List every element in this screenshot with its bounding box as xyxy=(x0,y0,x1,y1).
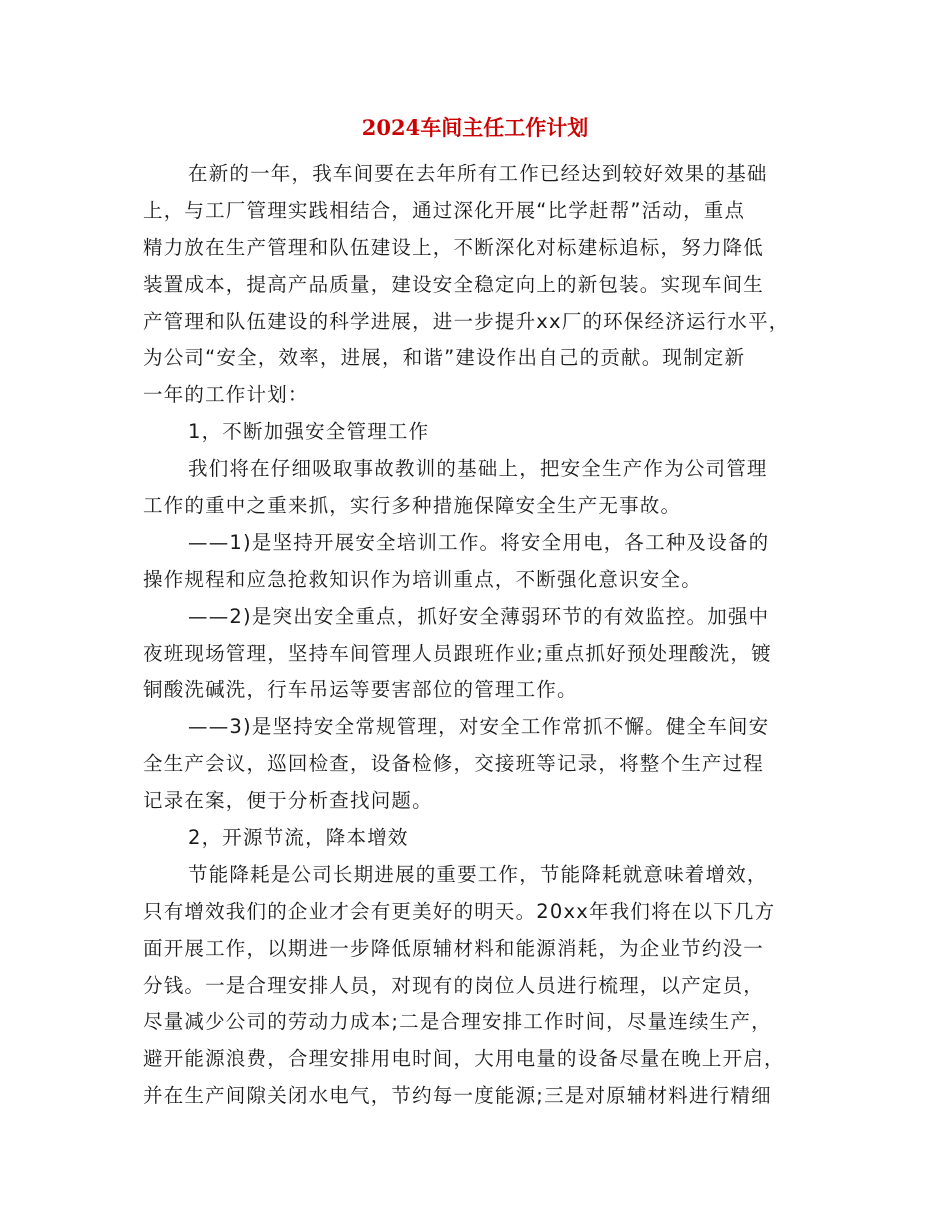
document-body xyxy=(143,156,808,1115)
text-line: 铜酸洗碱洗，行车吊运等要害部位的管理工作。 xyxy=(143,678,578,702)
text-line: 上，与工厂管理实践相结合，通过深化开展“比学赶帮”活动，重点 xyxy=(143,198,746,222)
text-line: 避开能源浪费，合理安排用电时间，大用电量的设备尽量在晚上开启， xyxy=(143,1047,785,1071)
text-line: 工作的重中之重来抓，实行多种措施保障安全生产无事故。 xyxy=(143,494,682,518)
text-line: 分钱。一是合理安排人员，对现有的岗位人员进行梳理，以产定员， xyxy=(143,973,765,997)
text-line: 一年的工作计划： xyxy=(143,383,309,407)
text-line: 为公司“安全，效率，进展，和谐”建设作出自己的贡献。现制定新 xyxy=(143,346,746,370)
text-line: 尽量减少公司的劳动力成本;二是合理安排工作时间，尽量连续生产， xyxy=(143,1010,772,1034)
text-line: 1，不断加强安全管理工作 xyxy=(188,420,430,444)
text-line: 产管理和队伍建设的科学进展，进一步提升xx厂的环保经济运行水平， xyxy=(143,309,790,333)
text-line: ——2)是突出安全重点，抓好安全薄弱环节的有效监控。加强中 xyxy=(188,604,770,628)
document-title: 2024车间主任工作计划 xyxy=(361,115,589,140)
text-line: 我们将在仔细吸取事故教训的基础上，把安全生产作为公司管理 xyxy=(188,457,768,481)
text-line: 只有增效我们的企业才会有更美好的明天。20xx年我们将在以下几方 xyxy=(143,899,776,923)
text-line: 精力放在生产管理和队伍建设上，不断深化对标建标追标，努力降低 xyxy=(143,235,765,259)
text-line: 夜班现场管理，坚持车间管理人员跟班作业;重点抓好预处理酸洗，镀 xyxy=(143,641,772,665)
text-line: 节能降耗是公司长期进展的重要工作，节能降耗就意味着增效， xyxy=(188,862,768,886)
text-line: 装置成本，提高产品质量，建设安全稳定向上的新包装。实现车间生 xyxy=(143,272,765,296)
text-line: ——1)是坚持开展安全培训工作。将安全用电，各工种及设备的 xyxy=(188,530,770,554)
text-line: 记录在案，便于分析查找问题。 xyxy=(143,789,433,813)
text-line: 操作规程和应急抢救知识作为培训重点，不断强化意识安全。 xyxy=(143,567,702,591)
text-line: 在新的一年，我车间要在去年所有工作已经达到较好效果的基础 xyxy=(188,162,768,185)
text-line: ——3)是坚持安全常规管理，对安全工作常抓不懈。健全车间安 xyxy=(188,715,770,739)
text-line: 2，开源节流，降本增效 xyxy=(188,826,409,850)
text-line: 面开展工作，以期进一步降低原辅材料和能源消耗，为企业节约没一 xyxy=(143,936,765,960)
text-line: 并在生产间隙关闭水电气，节约每一度能源;三是对原辅材料进行精细 xyxy=(143,1084,772,1108)
text-line: 全生产会议，巡回检查，设备检修，交接班等记录，将整个生产过程 xyxy=(143,752,765,776)
